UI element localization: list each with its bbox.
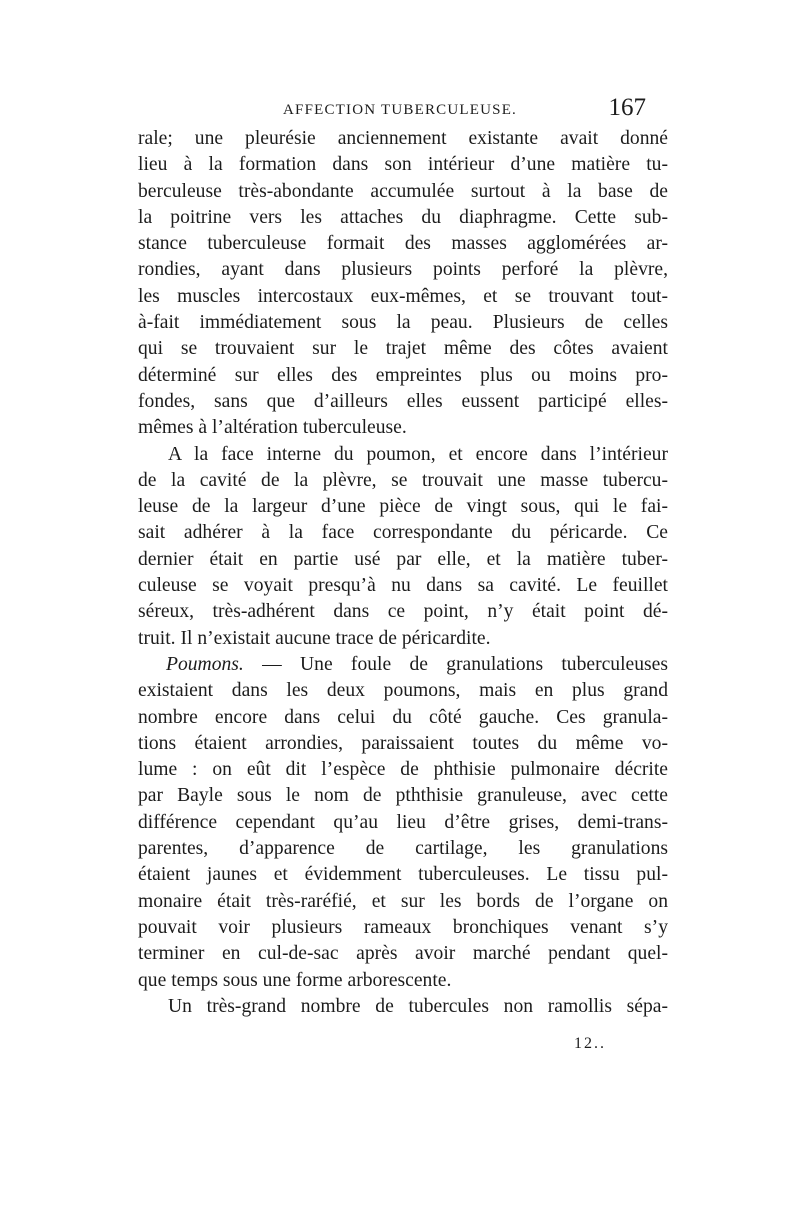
text-line: existaient dans les deux poumons, mais en plus grand: [138, 680, 668, 702]
text-line: étaient jaunes et évidemment tuberculeuses. Le tissu pul-: [138, 864, 668, 886]
section-start-text: — Une foule de granulations tuberculeuses: [262, 653, 668, 675]
text-line: dernier était en partie usé par elle, et la matière tuber-: [138, 548, 668, 570]
paragraph-end-line: truit. Il n’existait aucune trace de péricardite.: [138, 627, 491, 649]
paragraph-start-line: Un très-grand nombre de tubercules non ramollis sépa-: [168, 995, 668, 1017]
text-line: berculeuse très-abondante accumulée surtout à la base de: [138, 180, 668, 202]
text-line: terminer en cul-de-sac après avoir marché pendant quel-: [138, 943, 668, 965]
text-line: de la cavité de la plèvre, se trouvait une masse tubercu-: [138, 469, 668, 491]
signature-mark: 12..: [574, 1035, 606, 1052]
page-number: 167: [608, 94, 646, 121]
text-line: lume : on eût dit l’espèce de phthisie pulmonaire décrite: [138, 759, 668, 781]
text-line: fondes, sans que d’ailleurs elles eussent participé elles-: [138, 390, 668, 412]
text-line: parentes, d’apparence de cartilage, les granulations: [138, 838, 668, 860]
text-line: qui se trouvaient sur le trajet même des côtes avaient: [138, 338, 668, 360]
section-heading-poumons: Poumons.: [166, 653, 244, 675]
paragraph-end-line: que temps sous une forme arborescente.: [138, 969, 452, 991]
text-line: par Bayle sous le nom de pththisie granuleuse, avec cette: [138, 785, 668, 807]
body-text: [138, 126, 668, 1020]
text-line: lieu à la formation dans son intérieur d’une matière tu-: [138, 154, 668, 176]
paragraph-end-line: mêmes à l’altération tuberculeuse.: [138, 417, 407, 439]
text-line: séreux, très-adhérent dans ce point, n’y était point dé-: [138, 601, 668, 623]
text-line: la poitrine vers les attaches du diaphragme. Cette sub-: [138, 206, 668, 228]
text-line: déterminé sur elles des empreintes plus ou moins pro-: [138, 364, 668, 386]
section-start-line: [138, 652, 668, 678]
page-header: [138, 96, 660, 126]
text-line: différence cependant qu’au lieu d’être grises, demi-trans-: [138, 811, 668, 833]
text-line: sait adhérer à la face correspondante du péricarde. Ce: [138, 522, 668, 544]
text-line: stance tuberculeuse formait des masses agglomérées ar-: [138, 233, 668, 255]
text-line: rale; une pleurésie anciennement existante avait donné: [138, 128, 668, 149]
paragraph-start-line: A la face interne du poumon, et encore dans l’intérieur: [168, 443, 668, 465]
text-line: leuse de la largeur d’une pièce de vingt sous, qui le fai-: [138, 496, 668, 518]
running-title: AFFECTION TUBERCULEUSE.: [283, 102, 518, 118]
text-line: tions étaient arrondies, paraissaient toutes du même vo-: [138, 732, 668, 754]
text-line: pouvait voir plusieurs rameaux bronchiques venant s’y: [138, 916, 668, 938]
text-line: rondies, ayant dans plusieurs points perforé la plèvre,: [138, 259, 668, 281]
text-line: les muscles intercostaux eux-mêmes, et se trouvant tout-: [138, 285, 668, 307]
text-line: à-fait immédiatement sous la peau. Plusieurs de celles: [138, 312, 668, 334]
text-line: culeuse se voyait presqu’à nu dans sa cavité. Le feuillet: [138, 575, 668, 597]
text-line: nombre encore dans celui du côté gauche. Ces granula-: [138, 706, 668, 728]
text-line: monaire était très-raréfié, et sur les bords de l’organe on: [138, 890, 668, 912]
